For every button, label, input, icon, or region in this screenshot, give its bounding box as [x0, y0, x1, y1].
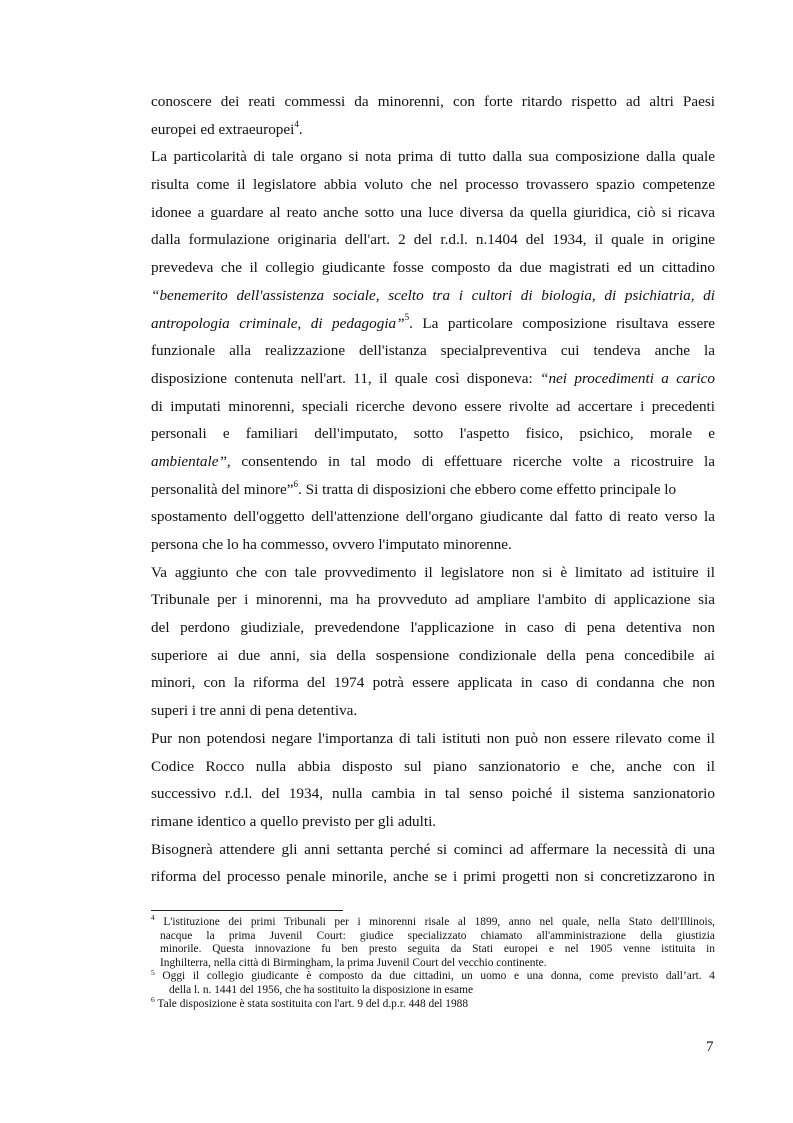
- closing-quote: ”: [396, 314, 405, 332]
- text-run: . La particolare composizione risultava essere: [409, 314, 715, 332]
- text-line: dalla formulazione originaria dell'art. 2 del r.d.l. n.1404 del 1934, il quale in origine: [151, 231, 715, 249]
- footnote-ref-4[interactable]: 4: [294, 118, 299, 129]
- text-line: funzionale alla realizzazione dell'istanza specialpreventiva cui tendeva anche la: [151, 342, 715, 360]
- body-text: [151, 88, 715, 891]
- text-run: personalità del minore”: [151, 480, 294, 498]
- paragraph-3: [151, 559, 715, 725]
- text-line: superi i tre anni di pena detentiva.: [151, 702, 358, 720]
- text-line: [151, 310, 715, 338]
- text-line: idonee a guardare al reato anche sotto una luce diversa da quella giuridica, ciò si ricava: [151, 203, 715, 221]
- footnote-line: minorile. Questa innovazione fu ben presto seguita da Stati europei e nel 1905 venne istituita in: [160, 943, 715, 956]
- text-line: [151, 448, 715, 476]
- text-run: L'istituzione dei primi Tribunali per i minorenni risale al 1899, anno nel quale, nella Stato dell'Illinois,: [163, 916, 715, 928]
- paragraph-4: [151, 725, 715, 836]
- footnote-number: 5: [151, 967, 155, 977]
- footnote-line: nacque la prima Juvenil Court: giudice specializzato chiamato all'amministrazione della giustizia: [160, 929, 715, 942]
- text-line: [151, 476, 715, 504]
- text-line: Pur non potendosi negare l'importanza di tali istituti non può non essere rilevato come il: [151, 729, 715, 747]
- text-line: Bisognerà attendere gli anni settanta perché si cominci ad affermare la necessità di una: [151, 840, 715, 858]
- text-line: Codice Rocco nulla abbia disposto sul piano sanzionatorio e che, anche con il: [151, 757, 715, 775]
- footnote-line: della l. n. 1441 del 1956, che ha sostituito la disposizione in esame: [169, 983, 474, 996]
- text-line: prevedeva che il collegio giudicante fosse composto da due magistrati ed un cittadino: [151, 259, 715, 277]
- text-line: [151, 365, 715, 393]
- footnote-6: [151, 994, 715, 1012]
- paragraph-5: [151, 836, 715, 891]
- footnote-line: [151, 994, 715, 1012]
- text-line: rimane identico a quello previsto per gli adulti.: [151, 812, 437, 830]
- text-line: di imputati minorenni, speciali ricerche devono essere rivolte ad accertare i precedenti: [151, 397, 715, 415]
- text-line: [151, 282, 715, 310]
- footnote-number: 4: [151, 913, 155, 923]
- text-line: [151, 116, 715, 144]
- footnote-separator: [151, 910, 343, 911]
- quoted-text: ambientale”,: [151, 452, 231, 470]
- footnote-line: [151, 913, 715, 930]
- text-run: disposizione contenuta nell'art. 11, il quale così disponeva:: [151, 369, 541, 387]
- quoted-text: “benemerito dell'assistenza sociale, scelto tra i cultori di biologia, di psichiatria, di: [151, 286, 715, 304]
- paragraph-2: [151, 143, 715, 558]
- text-run: .: [298, 120, 303, 138]
- text-line: conoscere dei reati commessi da minorenni, con forte ritardo rispetto ad altri Paesi: [151, 93, 715, 110]
- footnote-5: [151, 967, 715, 997]
- paragraph-1: [151, 88, 715, 143]
- text-run: europei ed extraeuropei: [151, 120, 295, 138]
- text-line: del perdono giudiziale, prevedendone l'applicazione in caso di pena detentiva non: [151, 619, 715, 637]
- text-line: Tribunale per i minorenni, ma ha provveduto ad ampliare l'ambito di applicazione sia: [151, 591, 715, 609]
- footnote-ref-6[interactable]: 6: [293, 478, 299, 489]
- page-number: 7: [706, 1039, 714, 1055]
- text-run: consentendo in tal modo di effettuare ricerche volte a ricostruire la: [230, 452, 715, 470]
- footnote-4: [151, 913, 715, 970]
- text-line: spostamento dell'oggetto dell'attenzione dell'organo giudicante dal fatto di reato verso la: [151, 508, 715, 526]
- text-line: personali e familiari dell'imputato, sotto l'aspetto fisico, psichico, morale e: [151, 425, 715, 443]
- quoted-text: “nei procedimenti a carico: [540, 369, 715, 387]
- text-line: Va aggiunto che con tale provvedimento il legislatore non si è limitato ad istituire il: [151, 563, 715, 581]
- footnotes: [151, 913, 715, 1011]
- footnote-ref-5[interactable]: 5: [404, 312, 410, 323]
- footnote-line: [151, 967, 715, 984]
- footnote-number: 6: [151, 994, 155, 1004]
- text-run: . Si tratta di disposizioni che ebbero come effetto principale lo: [298, 480, 677, 498]
- text-line: successivo r.d.l. del 1934, nulla cambia in tal senso poiché il sistema sanzionatorio: [151, 785, 715, 803]
- text-line: superiore ai due anni, sia della sospensione condizionale della pena concedibile ai: [151, 646, 715, 664]
- text-line: riforma del processo penale minorile, anche se i primi progetti non si concretizzarono in: [151, 868, 715, 886]
- text-line: risulta come il legislatore abbia voluto che nel processo trovassero spazio competenze: [151, 176, 715, 194]
- text-run: Oggi il collegio giudicante è composto da due cittadini, un uomo e una donna, come previsto dall’art. 4: [162, 970, 715, 983]
- text-line: minori, con la riforma del 1974 potrà essere applicata in caso di condanna che non: [151, 674, 715, 692]
- text-run: Tale disposizione è stata sostituita con l'art. 9 del d.p.r. 448 del 1988: [157, 997, 469, 1010]
- footnote-line: Inghilterra, nella città di Birmingham, la prima Juvenil Court del vecchio continente.: [160, 956, 547, 969]
- quoted-text: antropologia criminale, di pedagogia: [151, 314, 397, 332]
- text-line: persona che lo ha commesso, ovvero l'imputato minorenne.: [151, 536, 512, 553]
- text-line: La particolarità di tale organo si nota prima di tutto dalla sua composizione dalla quale: [151, 148, 715, 166]
